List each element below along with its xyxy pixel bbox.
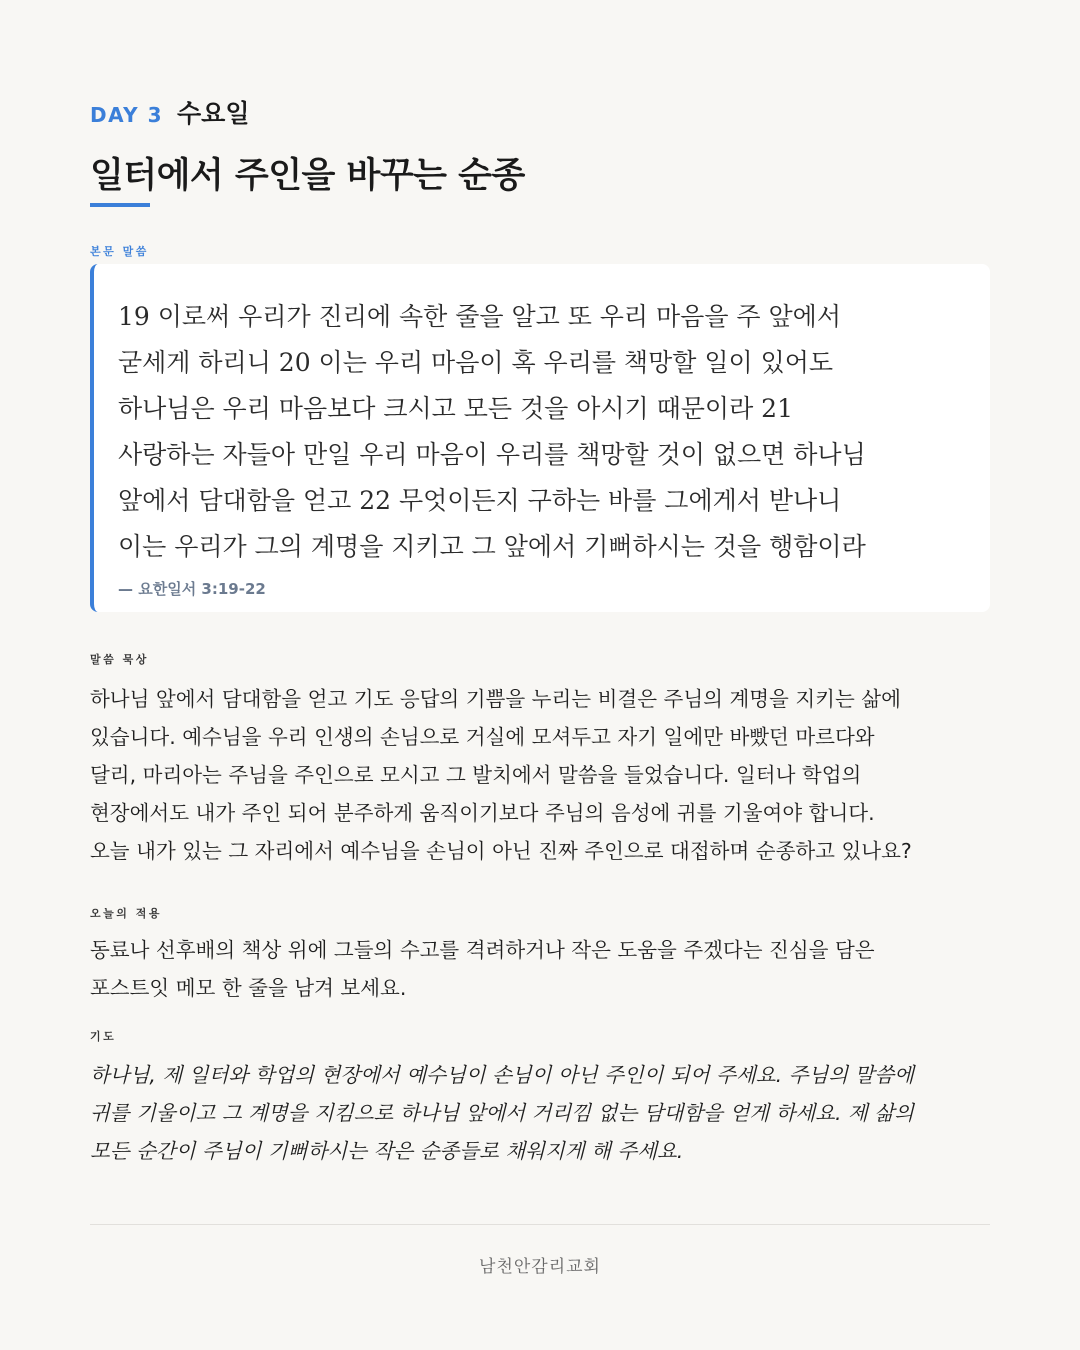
title-underline (90, 203, 150, 207)
scripture-section-label: 본문 말씀 (90, 245, 149, 258)
meditation-line: 있습니다. 예수님을 우리 인생의 손님으로 거실에 모셔두고 자기 일에만 바빴던 마르다와 (90, 725, 875, 749)
prayer-line: 모든 순간이 주님이 기뻐하시는 작은 순종들로 채워지게 해 주세요. (90, 1139, 684, 1163)
scripture-card (90, 264, 990, 612)
prayer-text (90, 1056, 990, 1170)
weekday-label: 수요일 (177, 99, 250, 128)
meditation-section-label: 말씀 묵상 (90, 653, 149, 666)
meditation-line: 오늘 내가 있는 그 자리에서 예수님을 손님이 아닌 진짜 주인으로 대접하며 순종하고 있나요? (90, 839, 912, 863)
prayer-line: 귀를 기울이고 그 계명을 지킴으로 하나님 앞에서 거리낌 없는 담대함을 얻게 하세요. 제 삶의 (90, 1101, 914, 1125)
scripture-line: 19 이로써 우리가 진리에 속한 줄을 알고 또 우리 마음을 주 앞에서 (118, 302, 841, 331)
application-line: 동료나 선후배의 책상 위에 그들의 수고를 격려하거나 작은 도움을 주겠다는 진심을 담은 (90, 938, 875, 962)
prayer-line: 하나님, 제 일터와 학업의 현장에서 예수님이 손님이 아닌 주인이 되어 주세요. 주님의 말씀에 (90, 1063, 914, 1087)
footer-divider (90, 1224, 990, 1225)
scripture-line: 이는 우리가 그의 계명을 지키고 그 앞에서 기뻐하시는 것을 행함이라 (118, 532, 866, 561)
application-section-label: 오늘의 적용 (90, 907, 162, 920)
application-line: 포스트잇 메모 한 줄을 남겨 보세요. (90, 976, 407, 1000)
scripture-line: 굳세게 하리니 20 이는 우리 마음이 혹 우리를 책망할 일이 있어도 (118, 348, 834, 377)
meditation-line: 현장에서도 내가 주인 되어 분주하게 움직이기보다 주님의 음성에 귀를 기울여야 합니다. (90, 801, 875, 825)
page-title: 일터에서 주인을 바꾸는 순종 (90, 156, 525, 196)
day-header (90, 94, 249, 130)
application-text (90, 931, 990, 1007)
scripture-line: 하나님은 우리 마음보다 크시고 모든 것을 아시기 때문이라 21 (118, 394, 793, 423)
meditation-text (90, 680, 990, 870)
day-label: DAY 3 (90, 103, 164, 127)
scripture-line: 사랑하는 자들아 만일 우리 마음이 우리를 책망할 것이 없으면 하나님 (118, 440, 866, 469)
prayer-section-label: 기도 (90, 1030, 117, 1043)
scripture-text (118, 294, 958, 570)
footer-church-name: 남천안감리교회 (479, 1257, 601, 1277)
scripture-reference: — 요한일서 3:19-22 (118, 580, 266, 598)
meditation-line: 달리, 마리아는 주님을 주인으로 모시고 그 발치에서 말씀을 들었습니다. 일터나 학업의 (90, 763, 862, 787)
meditation-line: 하나님 앞에서 담대함을 얻고 기도 응답의 기쁨을 누리는 비결은 주님의 계명을 지키는 삶에 (90, 687, 901, 711)
scripture-line: 앞에서 담대함을 얻고 22 무엇이든지 구하는 바를 그에게서 받나니 (118, 486, 842, 515)
